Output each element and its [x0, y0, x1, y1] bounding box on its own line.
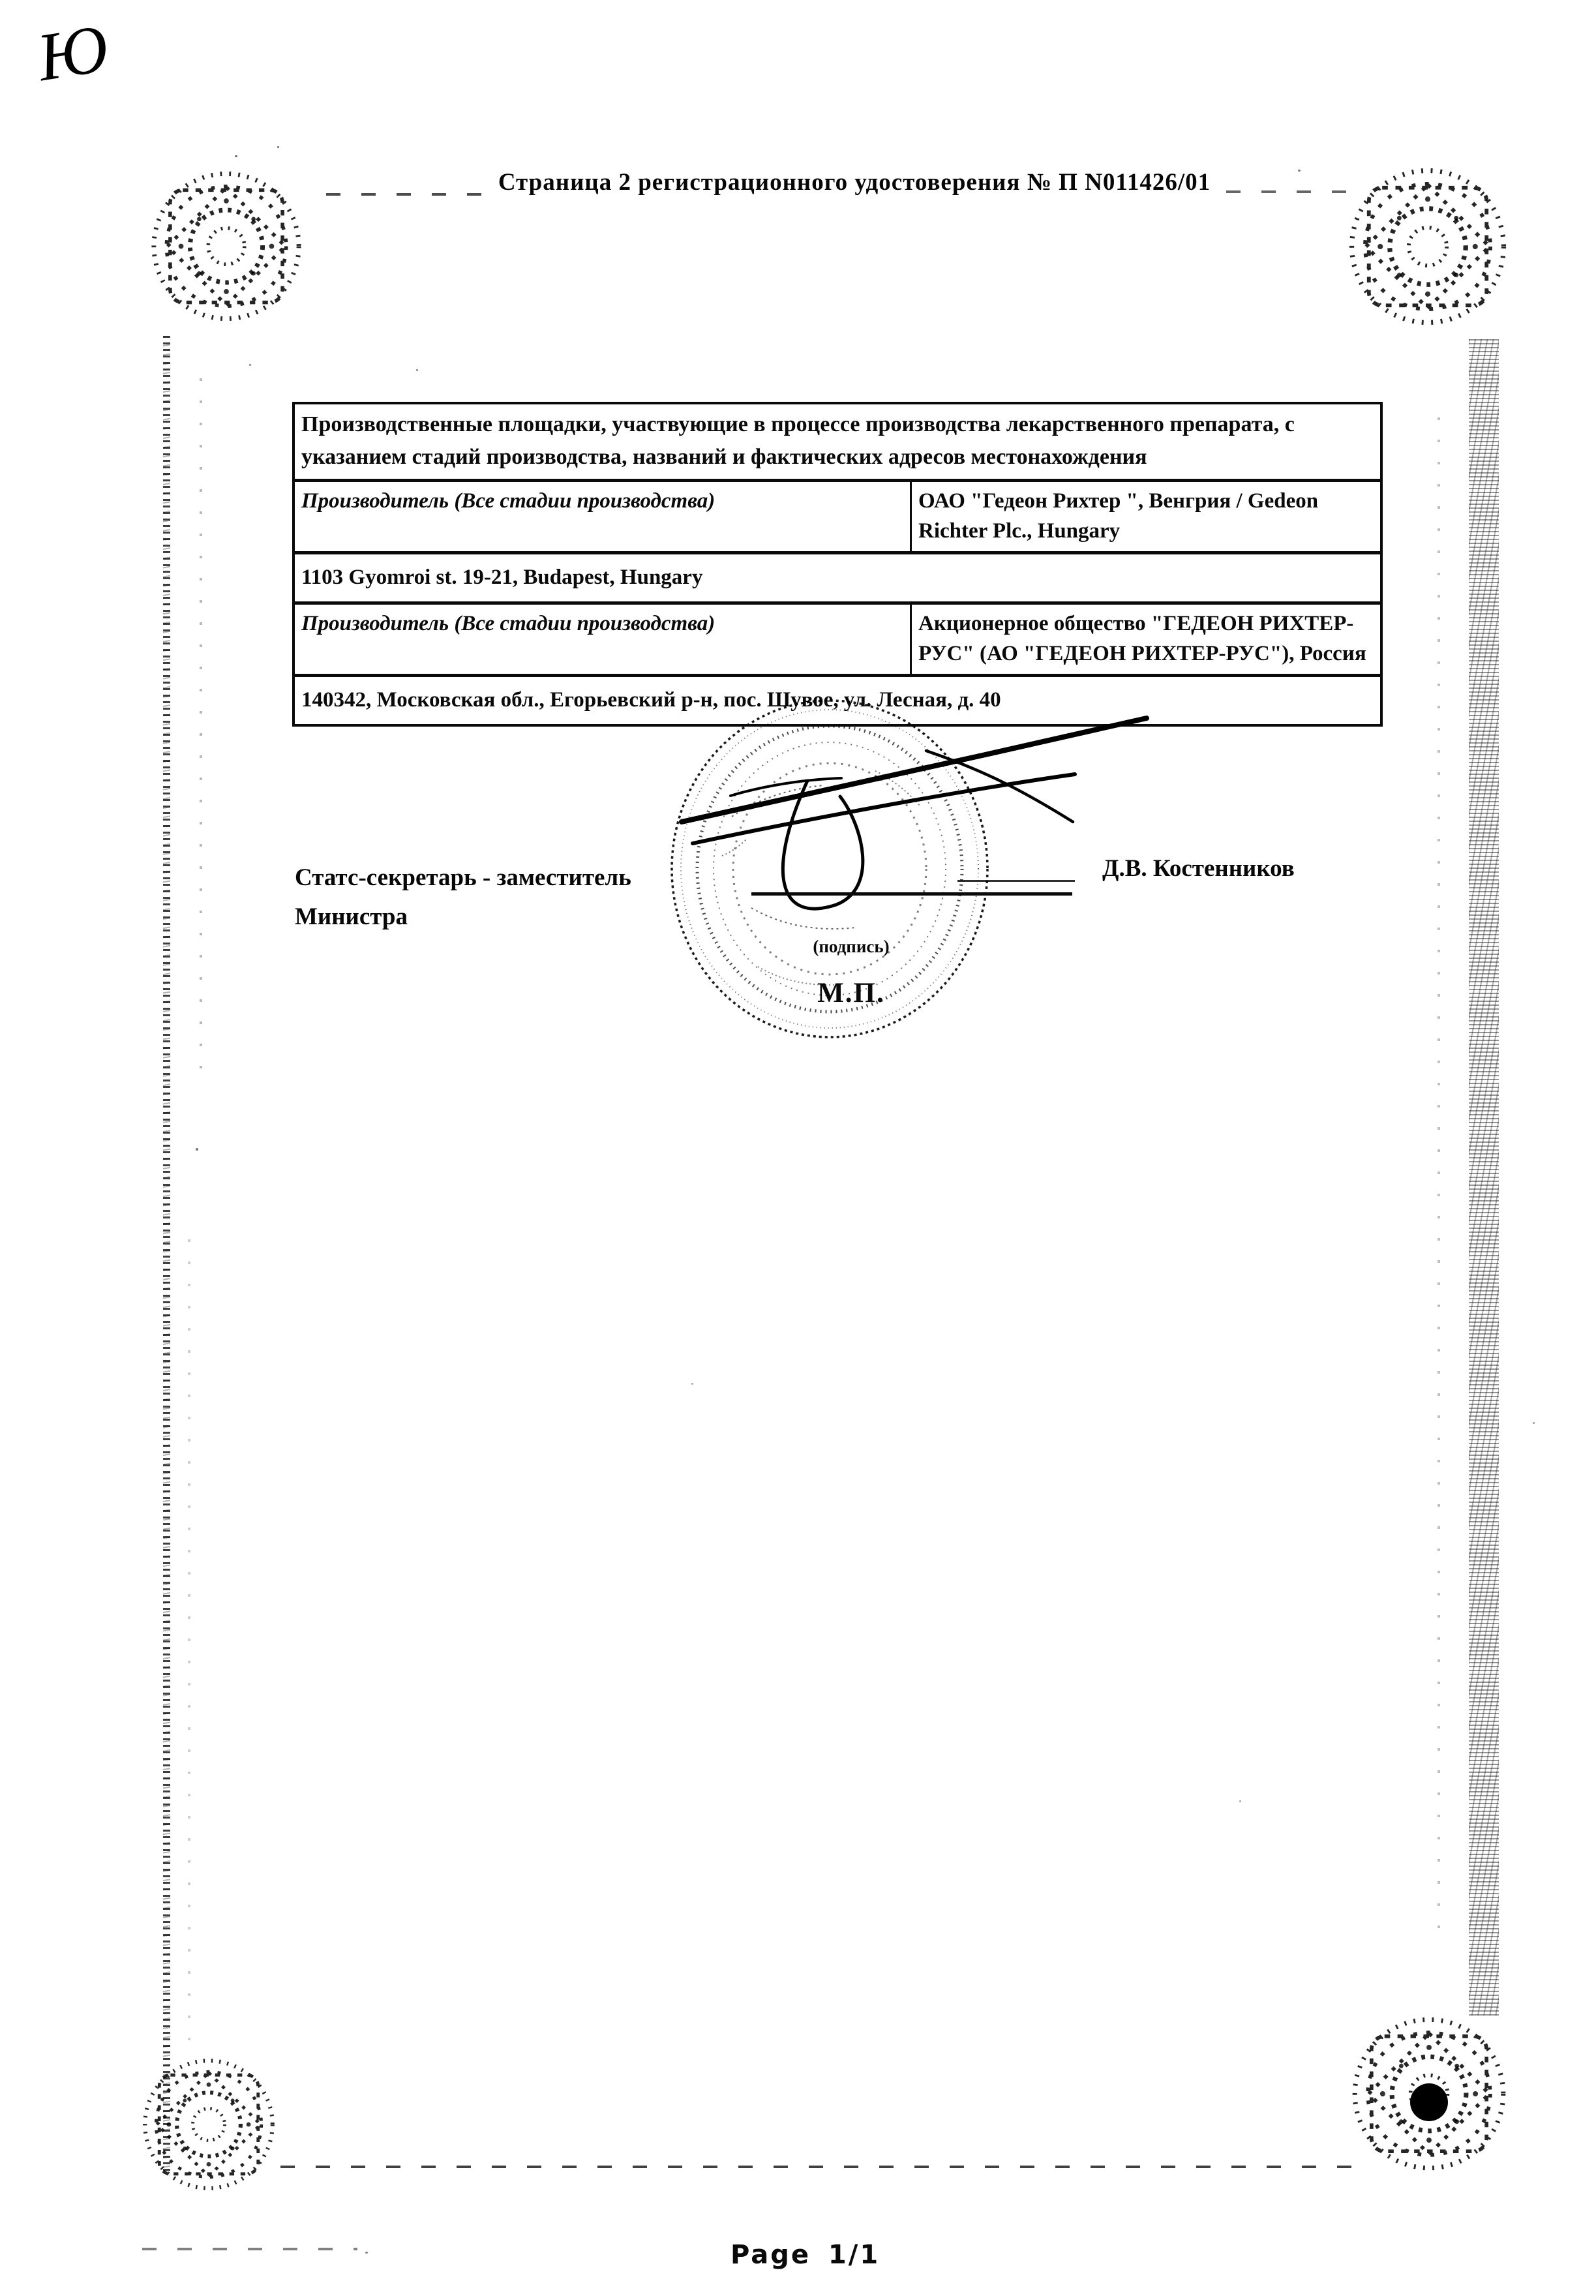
table-row [295, 554, 1380, 605]
table-row [295, 605, 1380, 677]
signature-caption: (подпись) [813, 937, 890, 956]
scan-speck [196, 1148, 198, 1151]
frame-border-bottom [280, 2166, 1357, 2168]
signature-line-upper [957, 880, 1075, 882]
scan-speck [365, 2252, 368, 2254]
signatory-position [295, 858, 751, 937]
scan-noise-column-right [1438, 417, 1440, 1931]
handwritten-page-mark: Ю [32, 10, 111, 96]
scan-speck [249, 364, 251, 366]
hole-punch-dot [1410, 2083, 1448, 2121]
page-title: Страница 2 регистрационного удостоверения № П N011426/01 [498, 169, 1211, 196]
corner-ornament-top-left [145, 157, 308, 336]
scan-speck [691, 1383, 693, 1385]
scan-noise-column-left [200, 378, 202, 1083]
scan-speck [1533, 1422, 1535, 1424]
producer-name-cell: Акционерное общество "ГЕДЕОН РИХТЕР-РУС" (АО "ГЕДЕОН РИХТЕР-РУС"), Россия [918, 612, 1366, 665]
corner-ornament-bottom-left [137, 2049, 280, 2199]
table-caption: Производственные площадки, участвующие в процессе производства лекарственного препарата, с указанием стадий производства, названий и фактических адресов местонахождения [295, 404, 1380, 482]
producer-address-cell: 1103 Gyomroi st. 19-21, Budapest, Hungary [301, 566, 703, 589]
table-row [295, 482, 1380, 554]
frame-noise-bottom-left [142, 2248, 357, 2250]
signatory-position-line1: Статс-секретарь - заместитель [295, 864, 631, 891]
corner-ornament-top-right [1342, 155, 1513, 338]
signature-line [751, 892, 1072, 896]
signatory-name: Д.В. Костенников [1102, 855, 1295, 882]
page-number-label: Page 1/1 [730, 2240, 881, 2270]
scan-speck [235, 155, 237, 157]
producer-name-cell: ОАО "Гедеон Рихтер ", Венгрия / Gedeon Richter Plc., Hungary [918, 489, 1319, 543]
producer-role-cell: Производитель (Все стадии производства) [295, 482, 912, 551]
producer-role-cell: Производитель (Все стадии производства) [295, 605, 912, 674]
producer-address-cell: 140342, Московская обл., Егорьевский р-н, пос. Шувое, ул. Лесная, д. 40 [301, 688, 1001, 712]
stamp-place-label: М.П. [817, 978, 885, 1008]
signatory-position-line2: Министра [295, 903, 408, 930]
scan-noise-column-left-lower [188, 1239, 190, 2055]
frame-border-right [1469, 339, 1499, 2016]
frame-border-left [163, 336, 170, 2175]
scan-speck [277, 146, 279, 148]
scan-speck [416, 369, 418, 371]
scan-speck [1239, 1800, 1241, 1802]
production-sites-table [292, 402, 1383, 727]
